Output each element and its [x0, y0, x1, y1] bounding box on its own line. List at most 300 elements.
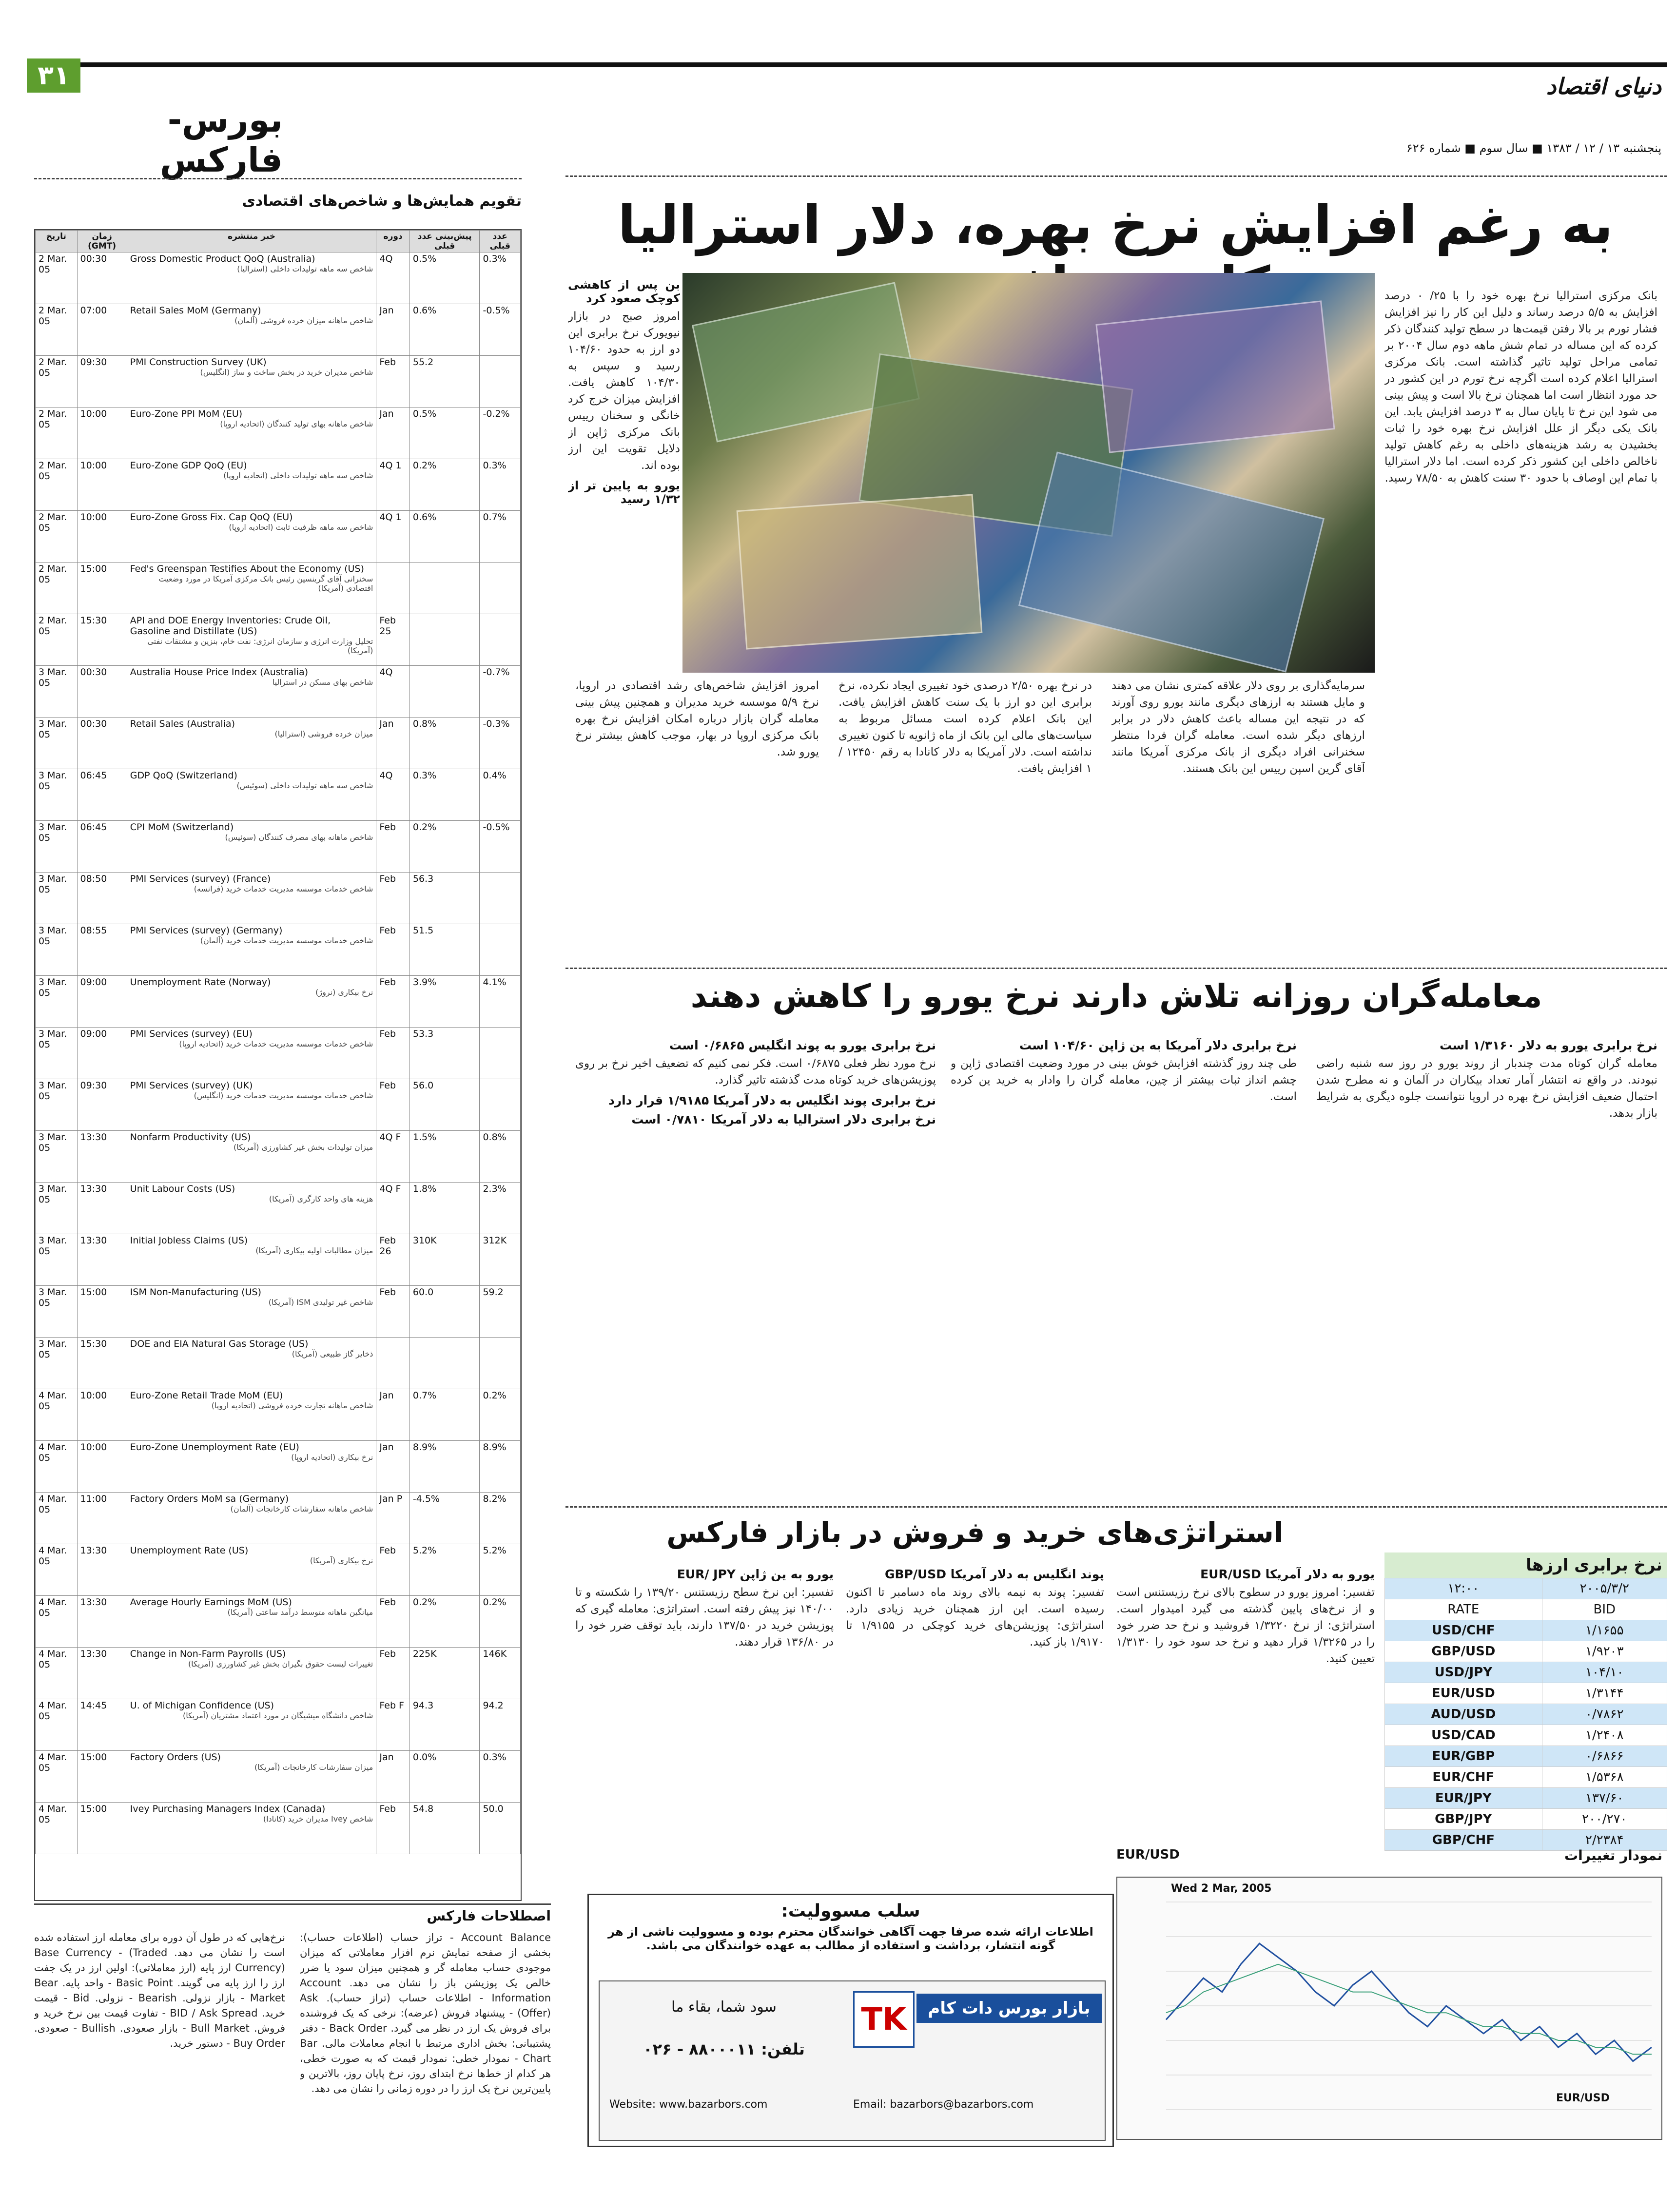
- col-time: زمان (GMT): [77, 231, 127, 252]
- cell-forecast: [409, 614, 480, 666]
- event-en: Ivey Purchasing Managers Index (Canada): [130, 1804, 326, 1814]
- event-en: Average Hourly Earnings MoM (US): [130, 1597, 292, 1608]
- cell-event: [127, 1699, 376, 1751]
- rate-bid: ۲/۲۳۸۴: [1542, 1830, 1667, 1851]
- event-fa: شاخص دانشگاه میشیگان در مورد اعتماد مشتریان (آمریکا): [182, 1711, 373, 1720]
- cell-previous: 0.8%: [480, 1131, 521, 1183]
- cell-event: [127, 304, 376, 356]
- event-en: Euro-Zone Unemployment Rate (EU): [130, 1442, 299, 1453]
- cell-date: 3 Mar. 05: [36, 1028, 78, 1079]
- cell-period: Feb 25: [376, 614, 410, 666]
- cell-event: [127, 614, 376, 666]
- strategies-body: [575, 1567, 1375, 1879]
- event-fa: شاخص خدمات موسسه مدیریت خدمات خرید (اتحادیه اروپا): [179, 1039, 373, 1048]
- calendar-header: [34, 193, 522, 222]
- event-fa: شاخص غیر تولیدی ISM (آمریکا): [268, 1298, 373, 1307]
- table-row: [36, 356, 521, 407]
- table-row: [36, 769, 521, 821]
- second-headline: معامله‌گران روزانه تلاش دارند نرخ یورو را کاهش دهند: [690, 977, 1542, 1015]
- cell-date: 4 Mar. 05: [36, 1389, 78, 1441]
- table-row: [36, 1286, 521, 1338]
- cell-forecast: -4.5%: [409, 1493, 480, 1544]
- col-forecast: پیش‌بینی عدد قبلی: [409, 231, 480, 252]
- cell-event: [127, 511, 376, 563]
- cell-period: Jan: [376, 407, 410, 459]
- event-en: Factory Orders (US): [130, 1752, 221, 1763]
- event-en: ISM Non-Manufacturing (US): [130, 1287, 262, 1298]
- cell-period: Jan: [376, 304, 410, 356]
- cell-forecast: 0.2%: [409, 459, 480, 511]
- cell-previous: [480, 1338, 521, 1389]
- second-col-3: [575, 1038, 936, 1501]
- table-row: [36, 821, 521, 873]
- subheading: نرخ برابری یورو به پوند انگلیس ۰/۶۸۶۵ است: [669, 1038, 936, 1052]
- cell-time: 10:00: [77, 511, 127, 563]
- col-event: خبر منتشره: [127, 231, 376, 252]
- chart-date: Wed 2 Mar, 2005: [1171, 1882, 1272, 1895]
- cell-event: [127, 252, 376, 304]
- rate-bid: ۰/۶۸۶۶: [1542, 1746, 1667, 1767]
- event-en: Unemployment Rate (Norway): [130, 977, 271, 988]
- cell-date: 2 Mar. 05: [36, 614, 78, 666]
- rates-col-rate: RATE: [1385, 1599, 1542, 1620]
- chart-header: [1116, 1847, 1662, 1872]
- cell-forecast: 0.0%: [409, 1751, 480, 1803]
- rate-row: [1385, 1704, 1667, 1725]
- cell-forecast: 56.3: [409, 873, 480, 924]
- cell-previous: 0.7%: [480, 511, 521, 563]
- cell-previous: 0.3%: [480, 252, 521, 304]
- cell-previous: 50.0: [480, 1803, 521, 1854]
- cell-previous: 0.4%: [480, 769, 521, 821]
- event-fa: شاخص خدمات موسسه مدیریت خدمات خرید (فرانسه): [194, 884, 373, 893]
- table-row: [36, 1183, 521, 1234]
- cell-forecast: [409, 666, 480, 718]
- table-row: [36, 252, 521, 304]
- cell-previous: 0.2%: [480, 1596, 521, 1648]
- event-fa: شاخص ماهانه بهای مصرف کنندگان (سوئیس): [225, 833, 373, 842]
- subheading: نرخ برابری یورو به دلار ۱/۳۱۶۰ است: [1440, 1038, 1657, 1052]
- cell-forecast: 56.0: [409, 1079, 480, 1131]
- event-en: Euro-Zone PPI MoM (EU): [130, 408, 243, 419]
- cell-forecast: 53.3: [409, 1028, 480, 1079]
- table-row: [36, 1338, 521, 1389]
- cell-forecast: 0.7%: [409, 1389, 480, 1441]
- cell-previous: 0.3%: [480, 1751, 521, 1803]
- event-en: Change in Non-Farm Payrolls (US): [130, 1649, 286, 1659]
- rate-row: [1385, 1725, 1667, 1746]
- table-row: [36, 1131, 521, 1183]
- table-row: [36, 873, 521, 924]
- chart-label: EUR/USD: [1556, 2092, 1610, 2104]
- cell-previous: [480, 1028, 521, 1079]
- cell-period: Feb: [376, 1596, 410, 1648]
- glossary-col-right: Account Balance - تراز حساب (اطلاعات حساب): بخشی از صفحه نمایش نرم افزار معاملاتی که میزان موجودی حساب معامله گر و همچنین میزان سود یا ضرر خالص یک پوزیشن باز را نشان می دهد. Account Information - اطلاعات حساب (تراز حساب). Ask (Offer) - پیشنهاد فروش (عرضه): نرخی که یک فروشنده برای فروش یک ارز در نظر می گیرد. Back Order - دفتر پشتیبانی: بخش اداری مرتبط با انجام معاملات مالی. Bar Chart - نمودار خطی: نمودار قیمت که به صورت خطی، هر کدام از خط‌ها نرخ ابتدای روز، نرخ پایان روز، بالاترین و پایین‌ترین نرخ یک ارز را در دوره زمانی را نشان می دهد.: [300, 1932, 551, 2095]
- cell-event: [127, 1079, 376, 1131]
- cell-event: [127, 1596, 376, 1648]
- cell-period: Jan P: [376, 1493, 410, 1544]
- rate-row: [1385, 1746, 1667, 1767]
- cell-time: 06:45: [77, 769, 127, 821]
- cell-period: Jan: [376, 718, 410, 769]
- cell-time: 06:45: [77, 821, 127, 873]
- cell-event: [127, 1648, 376, 1699]
- cell-time: 09:00: [77, 1028, 127, 1079]
- rate-bid: ۱/۲۴۰۸: [1542, 1725, 1667, 1746]
- subheading: یورو به ین ژاپن EUR/ JPY: [677, 1567, 834, 1581]
- rate-pair: EUR/GBP: [1385, 1746, 1542, 1767]
- cell-event: [127, 1389, 376, 1441]
- rate-row: [1385, 1683, 1667, 1704]
- rate-pair: GBP/CHF: [1385, 1830, 1542, 1851]
- event-fa: تحلیل وزارت انرژی و سازمان انرژی: نفت خام، بنزین و مشتقات نفتی (آمریکا): [147, 637, 373, 655]
- event-en: PMI Services (survey) (EU): [130, 1028, 253, 1039]
- cell-previous: [480, 563, 521, 614]
- cell-forecast: 0.8%: [409, 718, 480, 769]
- cell-previous: 59.2: [480, 1286, 521, 1338]
- calendar-title: تقویم همایش‌ها و شاخص‌های اقتصادی: [242, 193, 522, 210]
- cell-previous: -0.3%: [480, 718, 521, 769]
- cell-forecast: 310K: [409, 1234, 480, 1286]
- cell-forecast: 5.2%: [409, 1544, 480, 1596]
- cell-time: 08:55: [77, 924, 127, 976]
- cell-period: Feb: [376, 1803, 410, 1854]
- cell-period: 4Q: [376, 252, 410, 304]
- cell-forecast: [409, 1338, 480, 1389]
- cell-event: [127, 407, 376, 459]
- cell-previous: 94.2: [480, 1699, 521, 1751]
- glossary-title: اصطلاحات فارکس: [427, 1908, 551, 1924]
- glossary-header: [34, 1903, 551, 1928]
- cell-period: 4Q 1: [376, 511, 410, 563]
- cell-forecast: 51.5: [409, 924, 480, 976]
- event-en: U. of Michigan Confidence (US): [130, 1700, 274, 1711]
- event-en: Initial Jobless Claims (US): [130, 1235, 248, 1246]
- event-fa: میزان خرده فروشی (استرالیا): [274, 729, 373, 738]
- cell-event: [127, 1441, 376, 1493]
- rate-bid: ۱/۹۲۰۳: [1542, 1641, 1667, 1662]
- subheading: پوند انگلیس به دلار آمریکا GBP/USD: [884, 1567, 1104, 1581]
- event-fa: میزان سفارشات کارخانجات (آمریکا): [254, 1763, 373, 1772]
- cell-event: [127, 1493, 376, 1544]
- subheading: نرخ برابری پوند انگلیس به دلار آمریکا ۱/۹۱۸۵ قرار دارد: [608, 1093, 936, 1107]
- cell-period: Feb: [376, 356, 410, 407]
- cell-event: [127, 1183, 376, 1234]
- cell-time: 13:30: [77, 1596, 127, 1648]
- rate-bid: ۱/۵۳۶۸: [1542, 1767, 1667, 1788]
- cell-period: Feb F: [376, 1699, 410, 1751]
- chart-title: نمودار تغییرات: [1564, 1847, 1662, 1863]
- event-en: Retail Sales (Australia): [130, 718, 235, 729]
- cell-period: Feb: [376, 1028, 410, 1079]
- cell-date: 2 Mar. 05: [36, 407, 78, 459]
- cell-time: 09:30: [77, 356, 127, 407]
- rates-date: ۲۰۰۵/۳/۲: [1542, 1578, 1667, 1599]
- cell-date: 2 Mar. 05: [36, 459, 78, 511]
- event-fa: شاخص سه ماهه تولیدات داخلی (استرالیا): [237, 264, 373, 273]
- cell-event: [127, 1286, 376, 1338]
- rates-col-bid: BID: [1542, 1599, 1667, 1620]
- event-fa: شاخص خدمات موسسه مدیریت خدمات خرید (انگلیس): [194, 1091, 373, 1100]
- cell-previous: [480, 1079, 521, 1131]
- cell-forecast: 225K: [409, 1648, 480, 1699]
- rate-pair: EUR/JPY: [1385, 1788, 1542, 1809]
- event-fa: میزان تولیدات بخش غیر کشاورزی (آمریکا): [234, 1143, 373, 1152]
- ad-banner[interactable]: [599, 1980, 1106, 2141]
- table-row: [36, 976, 521, 1028]
- divider: [565, 1506, 1667, 1508]
- cell-previous: -0.7%: [480, 666, 521, 718]
- col-previous: عدد قبلی: [480, 231, 521, 252]
- cell-date: 3 Mar. 05: [36, 769, 78, 821]
- table-row: [36, 304, 521, 356]
- rate-pair: GBP/USD: [1385, 1641, 1542, 1662]
- cell-event: [127, 356, 376, 407]
- ad-email[interactable]: Email: bazarbors@bazarbors.com: [853, 2098, 1034, 2111]
- rate-row: [1385, 1809, 1667, 1830]
- rate-pair: AUD/USD: [1385, 1704, 1542, 1725]
- cell-time: 15:30: [77, 614, 127, 666]
- cell-date: 2 Mar. 05: [36, 511, 78, 563]
- event-fa: شاخص ماهانه بهای تولید کنندگان (اتحادیه اروپا): [220, 419, 373, 428]
- glossary-body: [34, 1930, 551, 2145]
- cell-period: Feb: [376, 821, 410, 873]
- event-fa: شاخص خدمات موسسه مدیریت خدمات خرید (آلمان): [200, 936, 373, 945]
- cell-event: [127, 976, 376, 1028]
- cell-date: 3 Mar. 05: [36, 924, 78, 976]
- cell-period: Feb: [376, 1286, 410, 1338]
- cell-previous: 0.2%: [480, 1389, 521, 1441]
- event-fa: شاخص سه ماهه ظرفیت ثابت (اتحادیه اروپا): [229, 523, 373, 532]
- rate-row: [1385, 1662, 1667, 1683]
- cell-previous: 5.2%: [480, 1544, 521, 1596]
- rate-bid: ۲۰۰/۲۷۰: [1542, 1809, 1667, 1830]
- cell-date: 4 Mar. 05: [36, 1596, 78, 1648]
- event-en: Gross Domestic Product QoQ (Australia): [130, 253, 315, 264]
- subheading: نرخ برابری دلار استرالیا به دلار آمریکا ۰/۷۸۱۰ است: [631, 1112, 936, 1126]
- rate-pair: GBP/JPY: [1385, 1809, 1542, 1830]
- cell-date: 3 Mar. 05: [36, 1131, 78, 1183]
- cell-previous: -0.2%: [480, 407, 521, 459]
- cell-date: 3 Mar. 05: [36, 1079, 78, 1131]
- table-row: [36, 563, 521, 614]
- cell-event: [127, 1803, 376, 1854]
- paragraph: تفسیر: امروز یورو در سطوح بالای نرخ رزیستنس است و از نرخ‌های پایین گذشته می گیرد امیدوار است. استراتژی: از نرخ ۱/۳۲۲۰ فروشید و نرخ حد ضرر خود را در ۱/۳۲۶۵ قرار دهید و نرخ حد سود خود را ۱/۳۱۳۰ تعیین کنید.: [1116, 1586, 1375, 1665]
- table-row: [36, 1544, 521, 1596]
- event-fa: میزان مطالبات اولیه بیکاری (آمریکا): [255, 1246, 373, 1255]
- cell-period: 4Q: [376, 769, 410, 821]
- divider: [565, 968, 1667, 969]
- cell-time: 15:30: [77, 1338, 127, 1389]
- glossary-col-left: نرخ‌هایی که در طول آن دوره برای معامله ارز استفاده شده است را نشان می دهد. Base Currency - (Traded Currency) ارز پایه (ارز معاملاتی): اولین ارز در یک جفت ارز را ارز پایه می گویند. Basic Point - واحد پایه. Bear Market - بازار نزولی. Bearish - نزولی. Bid - قیمت خرید. BID / Ask Spread - تفاوت قیمت بین نرخ خرید و فروش. Bull Market - بازار صعودی. Bullish - صعودی. Buy Order - دستور خرید.: [34, 1932, 285, 2049]
- table-row: [36, 1441, 521, 1493]
- rate-bid: ۱/۳۱۴۴: [1542, 1683, 1667, 1704]
- cell-forecast: 94.3: [409, 1699, 480, 1751]
- event-en: Factory Orders MoM sa (Germany): [130, 1494, 289, 1504]
- series-line-ma: [1166, 1964, 1652, 2055]
- rate-pair: USD/JPY: [1385, 1662, 1542, 1683]
- cell-date: 2 Mar. 05: [36, 356, 78, 407]
- event-en: Euro-Zone Gross Fix. Cap QoQ (EU): [130, 512, 293, 523]
- cell-date: 3 Mar. 05: [36, 1338, 78, 1389]
- cell-time: 15:00: [77, 563, 127, 614]
- event-fa: شاخص سه ماهه تولیدات داخلی (اتحادیه اروپا): [223, 471, 373, 480]
- cell-forecast: 3.9%: [409, 976, 480, 1028]
- cell-period: 4Q F: [376, 1183, 410, 1234]
- table-row: [36, 1079, 521, 1131]
- cell-date: 2 Mar. 05: [36, 563, 78, 614]
- event-fa: شاخص ماهانه تجارت خرده فروشی (اتحادیه اروپا): [211, 1401, 373, 1410]
- cell-date: 3 Mar. 05: [36, 873, 78, 924]
- table-row: [36, 459, 521, 511]
- cell-time: 14:45: [77, 1699, 127, 1751]
- cell-forecast: 0.6%: [409, 511, 480, 563]
- paragraph: تفسیر: این نرخ سطح رزیستنس ۱۳۹/۲۰ را شکسته و تا ۱۴۰/۰۰ نیز پیش رفته است. استراتژی: معامله گیری که پوزیشن خرید در ۱۳۷/۵۰ دارند، باید توقف ضرر خود را در ۱۳۶/۸۰ قرار دهند.: [575, 1586, 834, 1649]
- ad-box: [587, 1894, 1114, 2147]
- strategies-title: استراتژی‌های خرید و فروش در بازار فارکس: [666, 1516, 1284, 1549]
- rate-bid: ۱۰۴/۱۰: [1542, 1662, 1667, 1683]
- cell-date: 2 Mar. 05: [36, 304, 78, 356]
- event-en: Nonfarm Productivity (US): [130, 1132, 251, 1143]
- lead-col-mid-b: در نرخ بهره ۲/۵۰ درصدی خود تغییری ایجاد نکرده، نرخ برابری این دو ارز با یک سنت کاهش افزایش یافت. این بانک اعلام کرده است مسائل مربوط به سیاست‌های مالی این بانک از ماه ژانویه تا کنون تغییری نداشته است. دلار آمریکا به دلار کانادا به رقم ۱۲۴۵۰ / ۱ افزایش یافت.: [838, 679, 1092, 775]
- table-row: [36, 1648, 521, 1699]
- event-en: PMI Services (survey) (Germany): [130, 925, 283, 936]
- cell-previous: [480, 924, 521, 976]
- event-en: PMI Services (survey) (France): [130, 873, 271, 884]
- cell-date: 2 Mar. 05: [36, 252, 78, 304]
- cell-time: 15:00: [77, 1803, 127, 1854]
- newspaper-brand: دنیای اقتصاد: [1546, 73, 1661, 99]
- cell-previous: -0.5%: [480, 304, 521, 356]
- divider: [565, 175, 1667, 177]
- event-fa: شاخص بهای مسکن در استرالیا: [272, 678, 373, 687]
- cell-forecast: 0.2%: [409, 821, 480, 873]
- strategy-col: [846, 1567, 1104, 1879]
- cell-forecast: 60.0: [409, 1286, 480, 1338]
- ad-tagline: سود شما، بقاء ما: [671, 1999, 777, 2016]
- cell-previous: [480, 356, 521, 407]
- ad-name: بازار بورس دات کام: [916, 1994, 1102, 2023]
- cell-date: 4 Mar. 05: [36, 1803, 78, 1854]
- rate-bid: ۱/۱۶۵۵: [1542, 1620, 1667, 1641]
- cell-period: Feb: [376, 1544, 410, 1596]
- event-en: Euro-Zone GDP QoQ (EU): [130, 460, 247, 471]
- banknote: [1018, 451, 1325, 672]
- cell-period: Feb: [376, 873, 410, 924]
- event-en: Australia House Price Index (Australia): [130, 667, 309, 678]
- table-row: [36, 1596, 521, 1648]
- cell-previous: 146K: [480, 1648, 521, 1699]
- cell-forecast: 55.2: [409, 356, 480, 407]
- event-en: Euro-Zone Retail Trade MoM (EU): [130, 1390, 283, 1401]
- chart-pair: EUR/USD: [1116, 1847, 1180, 1862]
- table-row: [36, 1699, 521, 1751]
- table-row: [36, 1028, 521, 1079]
- cell-event: [127, 924, 376, 976]
- cell-event: [127, 563, 376, 614]
- cell-event: [127, 1131, 376, 1183]
- event-en: Unemployment Rate (US): [130, 1545, 249, 1556]
- subheading: بن پس از کاهشی کوچک صعود کرد: [568, 278, 680, 305]
- strategy-col: [575, 1567, 834, 1879]
- cell-time: 09:00: [77, 976, 127, 1028]
- table-row: [36, 924, 521, 976]
- strategy-col: [1116, 1567, 1375, 1879]
- cell-date: 3 Mar. 05: [36, 1286, 78, 1338]
- page-number: ۳۱: [27, 58, 80, 93]
- series-line-eur-usd: [1166, 1943, 1652, 2061]
- lead-col-left-b: امروز افزایش شاخص‌های رشد اقتصادی در اروپا، نرخ ۵/۹ موسسه خرید مدیران و همچنین پیش بینی معامله گران بازار درباره امکان افزایش نرخ بهره بانک مرکزی اروپا در بهار، موجب کاهش بیشتر نرخ یورو شد.: [575, 679, 819, 758]
- cell-previous: 2.3%: [480, 1183, 521, 1234]
- rate-pair: USD/CAD: [1385, 1725, 1542, 1746]
- event-en: GDP QoQ (Switzerland): [130, 770, 237, 781]
- subheading: یورو به پایین تر از ۱/۳۲ رسید: [568, 479, 680, 506]
- event-en: DOE and EIA Natural Gas Storage (US): [130, 1339, 309, 1349]
- cell-time: 10:00: [77, 407, 127, 459]
- cell-time: 15:00: [77, 1751, 127, 1803]
- cell-time: 15:00: [77, 1286, 127, 1338]
- table-row: [36, 511, 521, 563]
- rates-table: [1384, 1578, 1667, 1851]
- cell-date: 3 Mar. 05: [36, 821, 78, 873]
- event-fa: نرخ بیکاری (نروژ): [315, 988, 373, 997]
- rate-row: [1385, 1620, 1667, 1641]
- rates-title: نرخ برابری ارزها: [1384, 1552, 1667, 1578]
- cell-event: [127, 1544, 376, 1596]
- subheading: نرخ برابری دلار آمریکا به ین ژاپن ۱۰۴/۶۰ است: [1019, 1038, 1297, 1052]
- event-en: PMI Construction Survey (UK): [130, 357, 267, 368]
- cell-forecast: 0.3%: [409, 769, 480, 821]
- cell-time: 13:30: [77, 1648, 127, 1699]
- cell-forecast: 54.8: [409, 1803, 480, 1854]
- paragraph: امروز صبح در بازار نیویورک نرخ برابری این دو ارز به حدود ۱۰۴/۶۰ رسید و سپس به ۱۰۴/۳۰ کاهش یافت. افزایش میزان خرج کرد خانگی و سخنان رییس بانک مرکزی ژاپن از دلایل تقویت این ارز بوده اند.: [568, 310, 680, 472]
- calendar-table: [35, 230, 521, 1854]
- table-row: [36, 1803, 521, 1854]
- cell-previous: [480, 614, 521, 666]
- cell-period: Feb 26: [376, 1234, 410, 1286]
- cell-period: Feb: [376, 1648, 410, 1699]
- rate-bid: ۱۳۷/۶۰: [1542, 1788, 1667, 1809]
- cell-event: [127, 459, 376, 511]
- cell-time: 10:00: [77, 459, 127, 511]
- cell-period: Feb: [376, 1079, 410, 1131]
- cell-period: 4Q 1: [376, 459, 410, 511]
- cell-previous: 8.9%: [480, 1441, 521, 1493]
- event-en: CPI MoM (Switzerland): [130, 822, 234, 833]
- cell-period: 4Q F: [376, 1131, 410, 1183]
- rate-row: [1385, 1788, 1667, 1809]
- table-row: [36, 407, 521, 459]
- disclaimer-title: سلب مسوولیت:: [781, 1901, 920, 1921]
- lead-col-mid-a: سرمایه‌گذاری بر روی دلار علاقه کمتری نشان می دهند و مایل هستند به ارزهای دیگری مانند یورو روی آورند که در نتیجه این مساله باعث کاهش دلار در برابر ارزهای دیگر شده است. معامله گران فردا منتظر سخنرانی افراد دیگری از بانک مرکزی آمریکا مانند آقای گرین اسپن رییس این بانک هستند.: [1111, 679, 1365, 775]
- cell-period: Jan: [376, 1751, 410, 1803]
- dateline: پنجشنبه ۱۳ / ۱۲ / ۱۳۸۳ ■ سال سوم ■ شماره ۶۲۶: [1406, 141, 1661, 155]
- event-fa: شاخص سه ماهه تولیدات داخلی (سوئیس): [236, 781, 373, 790]
- cell-time: 10:00: [77, 1389, 127, 1441]
- top-rule: [37, 62, 1667, 67]
- table-row: [36, 614, 521, 666]
- rate-pair: USD/CHF: [1385, 1620, 1542, 1641]
- cell-forecast: 0.2%: [409, 1596, 480, 1648]
- cell-time: 10:00: [77, 1441, 127, 1493]
- cell-event: [127, 769, 376, 821]
- event-fa: شاخص ماهانه میزان خرده فروشی (آلمان): [234, 316, 373, 325]
- divider: [34, 178, 522, 179]
- ad-website[interactable]: Website: www.bazarbors.com: [609, 2098, 768, 2111]
- rate-pair: EUR/CHF: [1385, 1767, 1542, 1788]
- cell-date: 3 Mar. 05: [36, 718, 78, 769]
- ad-phone: تلفن: ۸۸۰۰۰۱۱ - ۰۲۶: [643, 2040, 805, 2058]
